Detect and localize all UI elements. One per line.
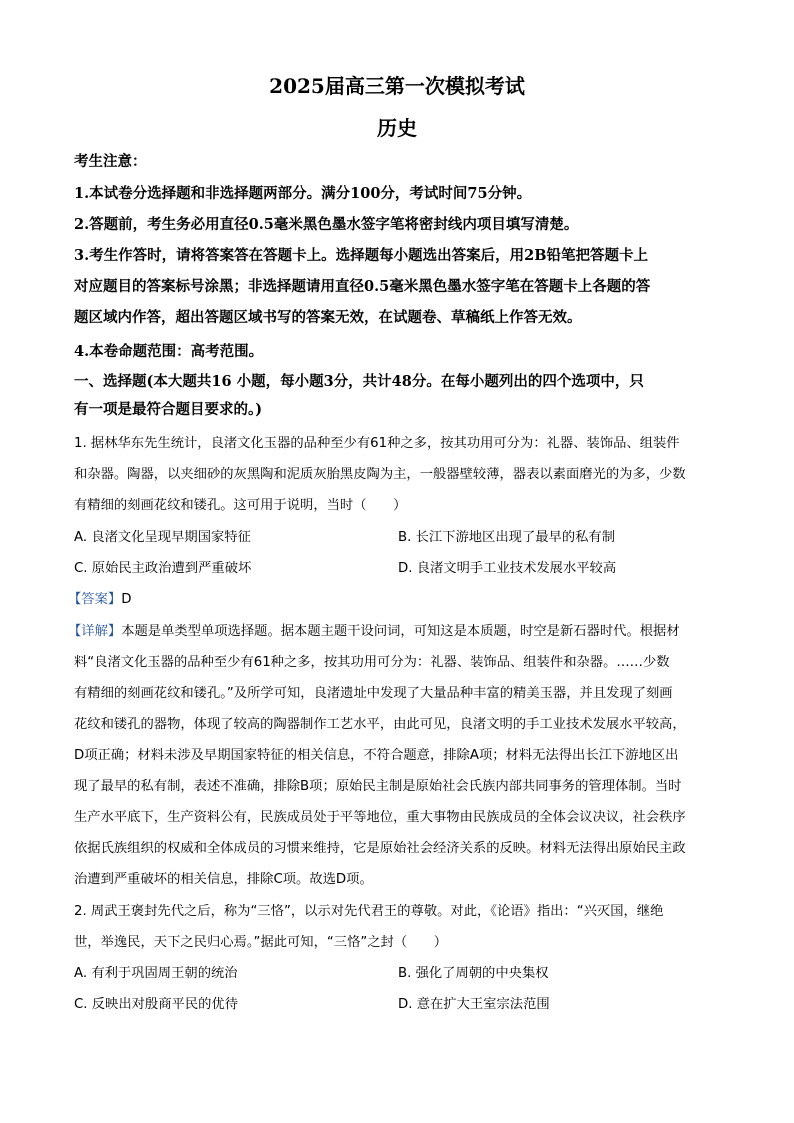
explanation-line: 花纹和镂孔的器物，体现了较高的陶器制作工艺水平，由此可见，良渚文明的手工业技术发展水平较高， bbox=[74, 717, 686, 732]
section-heading: 一、选择题(本大题共16 小题，每小题3分，共计48分。在每小题列出的四个选项中，只 bbox=[74, 373, 644, 390]
explanation-line: D项正确；材料未涉及早期国家特征的相关信息，不符合题意，排除A项；材料无法得出长江下游地区出 bbox=[74, 748, 679, 763]
explanation-tag: 【详解】 bbox=[68, 624, 122, 639]
section-heading: 有一项是最符合题目要求的。) bbox=[74, 401, 263, 418]
explanation-line: 现了最早的私有制，表述不准确，排除B项；原始民主制是原始社会氏族内部共同事务的管理体制。当时 bbox=[74, 779, 682, 794]
option-d: D. 良渚文明手工业技术发展水平较高 bbox=[398, 561, 617, 576]
option-a: A. 良渚文化呈现早期国家特征 bbox=[74, 530, 251, 545]
question-stem: 1. 据林华东先生统计，良渚文化玉器的品种至少有61种之多，按其功用可分为：礼器、装饰品、组装件 bbox=[74, 436, 680, 451]
option-d: D. 意在扩大王室宗法范围 bbox=[398, 997, 550, 1012]
question-stem: 世，举逸民，天下之民归心焉。”据此可知，“三恪”之封（ ） bbox=[74, 935, 448, 950]
explanation-text: 本题是单类型单项选择题。据本题主题干设问词，可知这是本质题，时空是新石器时代。根据材 bbox=[121, 624, 680, 639]
notice-heading: 考生注意： bbox=[74, 153, 147, 170]
option-b: B. 强化了周朝的中央集权 bbox=[398, 966, 549, 981]
notice-line: 对应题目的答案标号涂黑；非选择题请用直径0.5毫米黑色墨水签字笔在答题卡上各题的答 bbox=[74, 278, 651, 295]
explanation-line: 治遭到严重破坏的相关信息，排除C项。故选D项。 bbox=[74, 872, 373, 887]
explanation-line: 料“良渚文化玉器的品种至少有61种之多，按其功用可分为：礼器、装饰品、组装件和杂器。……少数 bbox=[74, 655, 670, 670]
question-stem: 有精细的刻画花纹和镂孔。这可用于说明，当时（ ） bbox=[74, 498, 407, 513]
option-b: B. 长江下游地区出现了最早的私有制 bbox=[398, 530, 616, 545]
question-stem: 和杂器。陶器，以夹细砂的灰黑陶和泥质灰胎黑皮陶为主，一般器壁较薄，器表以素面磨光的为多，少数 bbox=[74, 467, 686, 482]
explanation-line: 生产水平底下，生产资料公有，民族成员处于平等地位，重大事物由民族成员的全体会议决议，社会秩序 bbox=[74, 810, 686, 825]
notice-line: 2.答题前，考生务必用直径0.5毫米黑色墨水签字笔将密封线内项目填写清楚。 bbox=[74, 216, 579, 233]
explanation-line: 依据氏族组织的权威和全体成员的习惯来维持，它是原始社会经济关系的反映。材料无法得出原始民主政 bbox=[74, 841, 686, 856]
subject-title: 历史 bbox=[377, 116, 417, 140]
option-a: A. 有利于巩固周王朝的统治 bbox=[74, 966, 238, 981]
option-c: C. 原始民主政治遭到严重破坏 bbox=[74, 561, 252, 576]
answer-line bbox=[68, 588, 718, 607]
notice-line: 3.考生作答时，请将答案答在答题卡上。选择题每小题选出答案后，用2B铅笔把答题卡上 bbox=[74, 247, 648, 264]
exam-title: 2025届高三第一次模拟考试 bbox=[269, 74, 525, 98]
answer-tag: 【答案】 bbox=[68, 592, 122, 607]
question-stem: 2. 周武王褒封先代之后，称为“三恪”，以示对先代君王的尊敬。对此，《论语》指出：“兴灭国，继绝 bbox=[74, 904, 664, 919]
explanation-line bbox=[68, 620, 718, 639]
option-c: C. 反映出对殷商平民的优待 bbox=[74, 997, 239, 1012]
notice-line: 1.本试卷分选择题和非选择题两部分。满分100分，考试时间75分钟。 bbox=[74, 185, 532, 202]
notice-line: 题区域内作答，超出答题区域书写的答案无效，在试题卷、草稿纸上作答无效。 bbox=[74, 309, 582, 326]
notice-line: 4.本卷命题范围：高考范围。 bbox=[74, 343, 264, 360]
explanation-line: 有精细的刻画花纹和镂孔。”及所学可知，良渚遗址中发现了大量品种丰富的精美玉器，并且发现了刻画 bbox=[74, 686, 673, 701]
answer-value: D bbox=[121, 592, 132, 607]
